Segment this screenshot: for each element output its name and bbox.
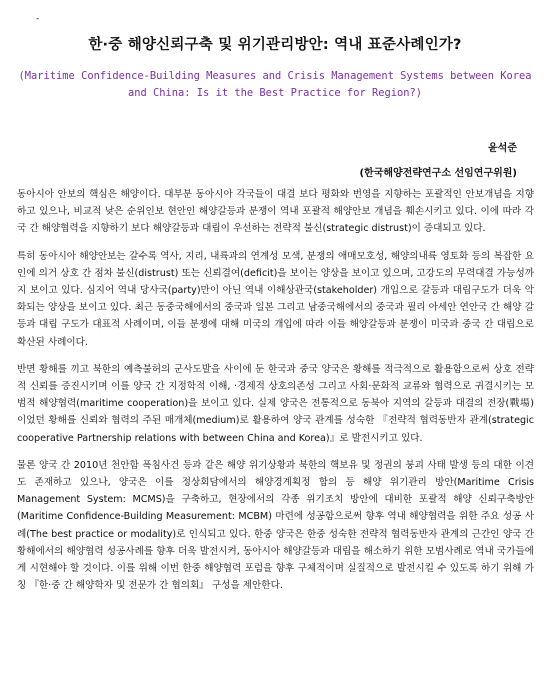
- body-text: [17, 186, 534, 604]
- header-mark: -: [36, 14, 40, 24]
- author-affiliation: (한국해양전략연구소 선임연구위원): [359, 168, 517, 179]
- paragraph: 동아시아 안보의 핵심은 해양이다. 대부분 동아시아 각국들이 대결 보다 평화와 번영을 지향하는 포괄적인 안보개념을 지향하고 있으나, 비교적 낮은 순위인보 현안인 해양갈등과 분쟁이 역내 포괄적 해양안보 개념을 훼손시키고 있다. 이에 따라 각국 간 해양협력을 지향하기 보다 해양갈등과 대립이 우선하는 전략적 불신(strategic distrust)이 증대되고 있다.: [17, 189, 534, 235]
- page-title: 한·중 해양신뢰구축 및 위기관리방안: 역내 표준사례인가?: [88, 37, 462, 53]
- paragraph: 반면 황해를 끼고 북한의 예측불허의 군사도발을 사이에 둔 한국과 중국 양국은 황해를 적극적으로 활용함으로써 상호 전략적 신뢰를 증진시키며 이를 양국 간 지정학적 이해, ·경제적 상호의존성 그리고 사회·문화적 교류와 협력으로 귀결시키는 모범적 해양협력(maritime cooperation)을 보이고 있다. 실제 양국은 전통적으로 동북아 지역의 갈등과 대결의 전장(戰場)이었던 황해를 신뢰와 협력의 주된 매개체(medium)로 활용하여 양국 관계를 성숙한 『전략적 협력동반자 관계(strategic cooperative Partnership relations with between China and Korea)』로 발전시키고 있다.: [17, 363, 534, 444]
- author-name: 윤석준: [488, 143, 517, 154]
- paragraph: 특히 동아시아 해양안보는 갈수록 역사, 지리, 내륙과의 연계성 모색, 분쟁의 애매모호성, 해양의내륙 영토화 등의 복잡한 요인에 의거 상호 간 점차 불신(distrust) 또는 신뢰결여(deficit)을 보이는 양상을 보이고 있으며, 고강도의 무력대결 가능성까지 보이고 있다. 심지어 역내 당사국(party)만이 아닌 역내 이해상관국(stakeholder) 개입으로 갈등과 대립구도가 더욱 악화되는 양상을 보이고 있다. 최근 동중국해에서의 중국과 일본 그리고 남중국해에서의 중국과 필리 아세안 연안국 간 해양 갈등과 대립 구도가 대표적 사례이며, 이들 분쟁에 대해 미국의 개입에 따라 이들 해양갈등과 분쟁이 미국과 중국 간 대립으로 확산된 사례이다.: [17, 250, 534, 348]
- english-subtitle: (Maritime Confidence-Building Measures and Crisis Management Systems between Korea and China: Is it the Best Practice for Region?): [18, 70, 532, 99]
- paragraph: 물론 양국 간 2010년 천안함 폭침사건 등과 같은 해양 위기상황과 북한의 핵보유 및 정권의 붕괴 사태 발생 등의 대한 이견도 존재하고 있으나, 양국은 이를 정상회담에서의 해양경계획정 합의 등 해양 위기관리 방안(Maritime Crisis Management System: MCMS)을 구축하고, 현장에서의 각종 위기조치 방안에 대비한 포괄적 해양 신뢰구축방안(Maritime Confidence-Building Measurement: MCBM) 마련에 성공함으로써 향후 역내 해양협력을 위한 주요 성공 사례(The best practice or modality)로 인식되고 있다. 한중 양국은 한중 성숙한 전략적 협력동반자 관계의 근간인 양국 간 황해에서의 해양협력 성공사례를 향후 더욱 발전시켜, 동아시아 해양갈등과 대립을 해소하기 위한 모범사례로 역내 국가들에게 시현해야 할 것이다. 이를 위해 이번 한중 해양협력 포럼을 향후 구체적이며 실질적으로 발전시킬 수 있도록 하기 위해 가칭 『한·중 간 해양학자 및 전문가 간 협의회』 구성을 제안한다.: [17, 459, 534, 592]
